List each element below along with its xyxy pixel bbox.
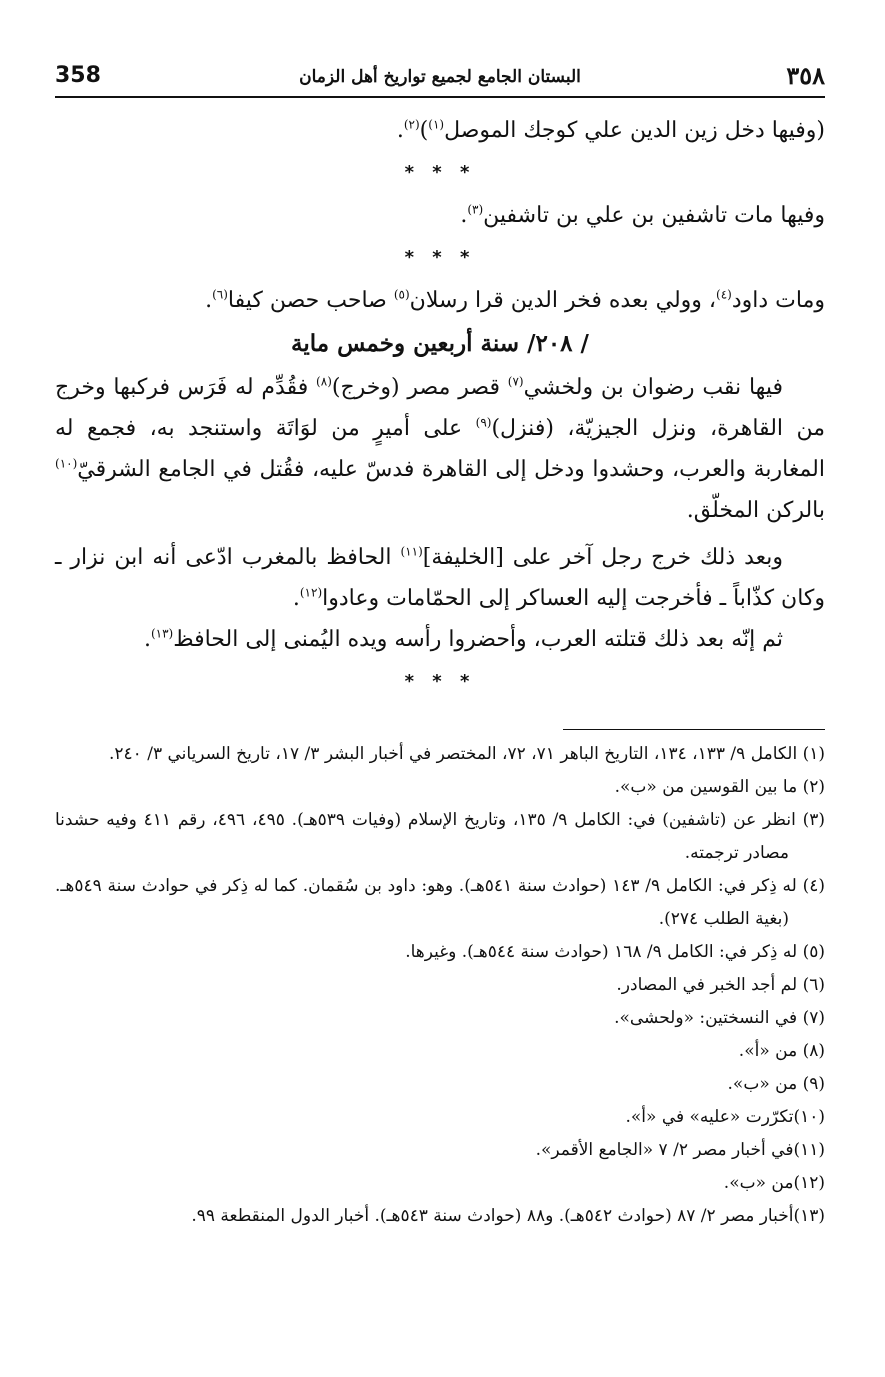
footnote-4: (٤) له ذِكر في: الكامل ٩/ ١٤٣ (حوادث سنة ٥٤١هـ). وهو: داود بن سُقمان. كما له ذِكر في حوادث سنة ٥٤٩هـ. (بغية الطلب ٢٧٤). <box>55 876 825 929</box>
footnote-13: (١٣)أخبار مصر ٢/ ٨٧ (حوادث ٥٤٢هـ). و٨٨ (حوادث سنة ٥٤٣هـ). أخبار الدول المنقطعة ٩٩. <box>191 1206 825 1226</box>
footnote-8: (٨) من «أ». <box>738 1041 825 1061</box>
footnote-1: (١) الكامل ٩/ ١٣٣، ١٣٤، التاريخ الباهر ٧١، ٧٢، المختصر في أخبار البشر ٣/ ١٧، تاريخ السرياني ٣/ ٢٤٠. <box>108 744 825 764</box>
footnote-ref: (٣) <box>467 202 484 217</box>
footnote-ref: (١٣) <box>150 626 174 641</box>
footnote-12: (١٢)من «ب». <box>723 1173 825 1193</box>
footnote-ref: (١) <box>428 117 445 132</box>
page-number-arabic: ٣٥٨ <box>786 61 825 90</box>
section-separator: * * * <box>404 162 476 183</box>
footnote-divider <box>563 729 825 730</box>
footnote-9: (٩) من «ب». <box>727 1074 825 1094</box>
footnote-5: (٥) له ذِكر في: الكامل ٩/ ١٦٨ (حوادث سنة ٥٤٤هـ). وغيرها. <box>405 942 825 962</box>
running-title: البستان الجامع لجميع تواريخ أهل الزمان <box>299 67 581 87</box>
page-header <box>55 60 825 98</box>
footnote-10: (١٠)تكرّرت «عليه» في «أ». <box>625 1107 825 1127</box>
page-number-latin: 358 <box>55 63 101 88</box>
paragraph-5: وبعد ذلك خرج رجل آخر على [الخليفة]$^{(١١)}$ الحافظ بالمغرب ادّعى أنه ابن نزار ـ وكان كذّاباً ـ فأخرجت إليه العساكر إلى الحمّامات وعادوا$^{(١٢)}$. <box>55 544 825 611</box>
footnote-3: (٣) انظر عن (تاشفين) في: الكامل ٩/ ١٣٥، وتاريخ الإسلام (وفيات ٥٣٩هـ). ٤٩٥، ٤٩٦، رقم ٤١١ وفيه حشدنا مصادر ترجمته. <box>55 810 826 863</box>
footnote-ref: (٦) <box>212 287 228 302</box>
footnote-11: (١١)في أخبار مصر ٢/ ٧ «الجامع الأقمر». <box>535 1140 825 1160</box>
paragraph-6: ثم إنّه بعد ذلك قتلته العرب، وأحضروا رأسه ويده اليُمنى إلى الحافظ$^{(١٣)}$. <box>143 626 783 652</box>
footnote-ref: (٧) <box>507 374 524 389</box>
paragraph-4: فيها نقب رضوان بن ولخشي$^{(٧)}$ قصر مصر (وخرج)$^{(٨)}$ فقُدِّم له فَرَس فركبها وخرج من القاهرة، ونزل الجيزيّة، (فنزل)$^{(٩)}$ على أميرٍ من لوَاتَة واستنجد به، فجمع له المغاربة والعرب، وحشدوا ودخل إلى القاهرة فدسّ عليه، فقُتل في الجامع الشرقيّ$^{(١٠)}$ بالركن المخلّق. <box>55 374 825 523</box>
paragraph-3: ومات داود$^{(٤)}$، وولي بعده فخر الدين قرا رسلان$^{(٥)}$ صاحب حصن كيفا$^{(٦)}$. <box>205 287 825 313</box>
main-text <box>55 110 825 704</box>
footnote-6: (٦) لم أجد الخبر في المصادر. <box>616 975 825 995</box>
footnote-ref: (٩) <box>475 415 492 430</box>
footnote-7: (٧) في النسختين: «ولحشى». <box>614 1008 825 1028</box>
paragraph-2: وفيها مات تاشفين بن علي بن تاشفين$^{(٣)}$. <box>460 202 825 228</box>
footnote-ref: (١٢) <box>299 585 323 600</box>
footnote-ref: (٤) <box>716 287 732 302</box>
footnote-ref: (٢) <box>403 117 420 132</box>
footnote-ref: (١٠) <box>55 456 78 471</box>
section-separator: * * * <box>404 671 476 692</box>
footnote-ref: (٥) <box>393 287 410 302</box>
footnote-ref: (١١) <box>400 544 423 559</box>
footnote-2: (٢) ما بين القوسين من «ب». <box>614 777 825 797</box>
paragraph-1: (وفيها دخل زين الدين علي كوجك الموصل$^{(١)}$)$^{(٢)}$. <box>396 117 825 143</box>
section-separator: * * * <box>404 247 476 268</box>
footnotes <box>55 738 825 1233</box>
year-heading: / ٢٠٨/ سنة أربعين وخمس ماية <box>291 330 589 357</box>
footnote-ref: (٨) <box>316 374 332 389</box>
